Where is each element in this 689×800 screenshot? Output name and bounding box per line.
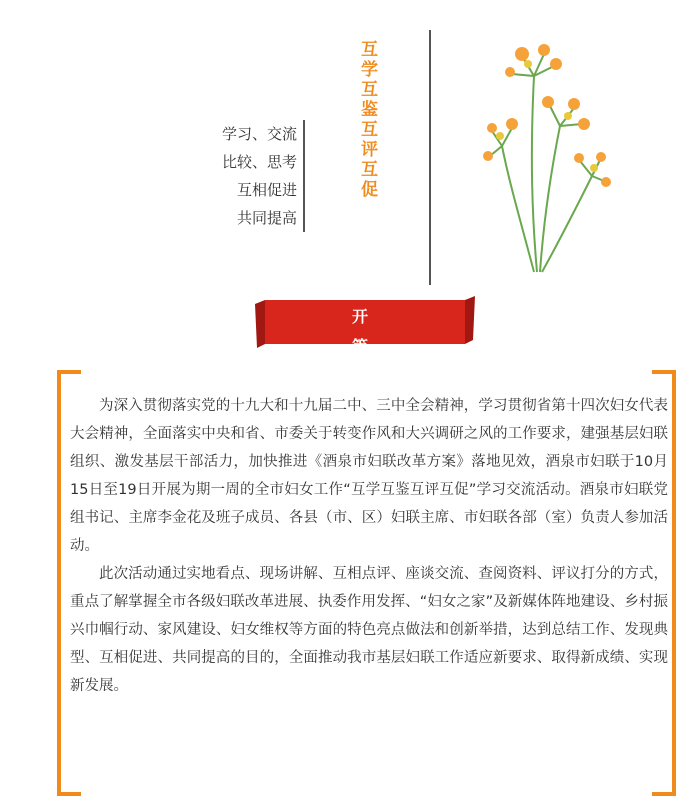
side-phrase-2: 比较、思考 (221, 153, 297, 171)
side-phrase-1: 学习、交流 (221, 125, 297, 143)
side-phrases (147, 120, 305, 232)
vertical-title: 互学互鉴互评互促 (357, 40, 377, 200)
article-body (70, 392, 668, 700)
frame-edge-left (57, 370, 61, 776)
divider-line (429, 30, 431, 285)
banner-label: 开 篇 (351, 307, 404, 356)
flowers-illustration (482, 36, 612, 276)
frame-edge-right (672, 370, 676, 776)
paragraph-1: 为深入贯彻落实党的十九大和十九届二中、三中全会精神，学习贯彻省第十四次妇女代表大会精神，全面落实中央和省、市委关于转变作风和大兴调研之风的工作要求，建强基层妇联组织、激发基层干部活力，加快推进《酒泉市妇联改革方案》落地见效，酒泉市妇联于10月15日至19日开展为期一周的全市妇女工作“互学互鉴互评互促”学习交流活动。酒泉市妇联党组书记、主席李金花及班子成员、各县（市、区）妇联主席、市妇联各部（室）负责人参加活动。 (70, 398, 668, 554)
paragraph-2: 此次活动通过实地看点、现场讲解、互相点评、座谈交流、查阅资料、评议打分的方式，重点了解掌握全市各级妇联改革进展、执委作用发挥、“妇女之家”及新媒体阵地建设、乡村振兴巾帼行动、家风建设、妇女维权等方面的特色亮点做法和创新举措，达到总结工作、发现典型、互相促进、共同提高的目的，全面推动我市基层妇联工作适应新要求、取得新成绩、实现新发展。 (70, 566, 668, 694)
side-phrase-4: 共同提高 (236, 209, 297, 227)
side-phrase-3: 互相促进 (236, 181, 297, 199)
